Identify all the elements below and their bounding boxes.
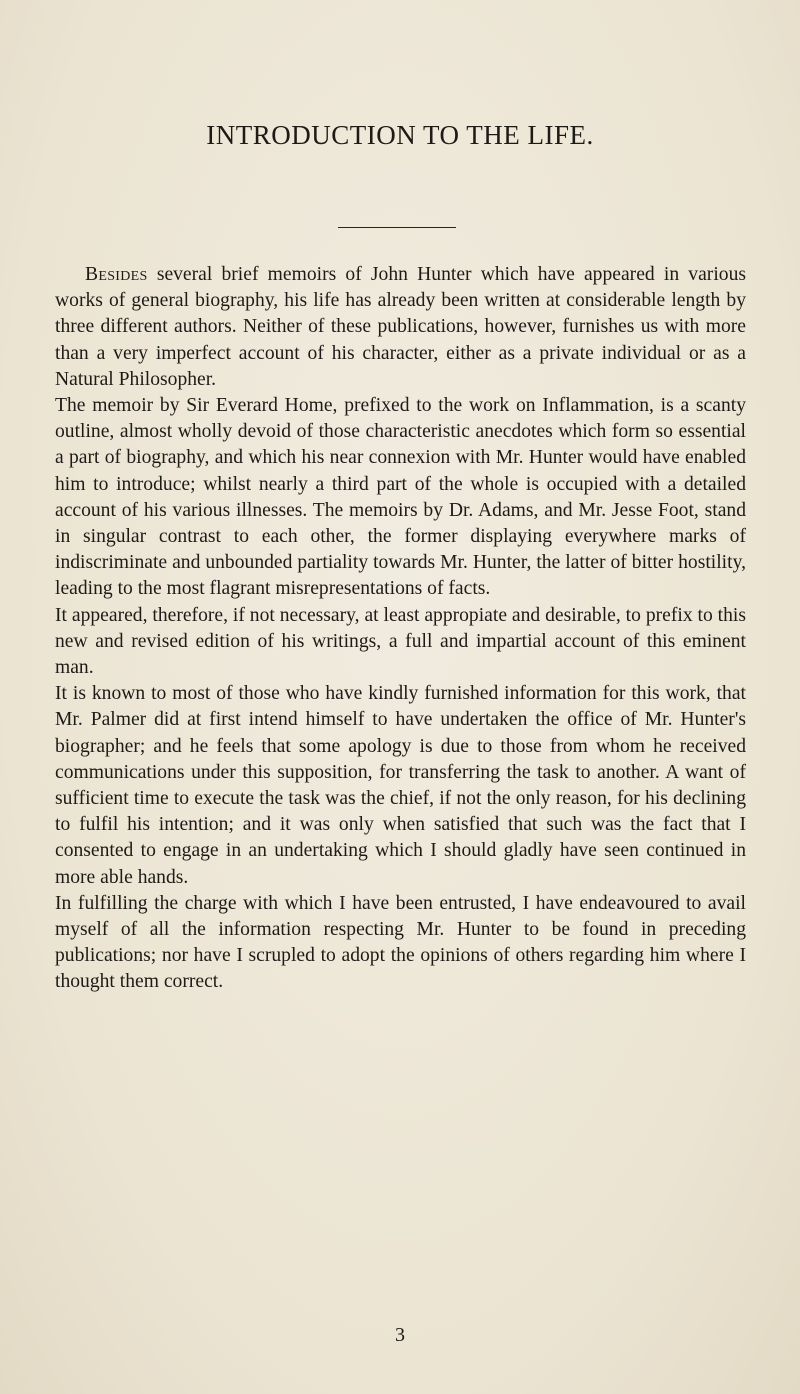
chapter-heading: INTRODUCTION TO THE LIFE. [206,120,594,150]
body-text [55,262,746,996]
paragraph-1 [55,262,746,393]
paragraph-3: It appeared, therefore, if not necessary, at least appropiate and desirable, to prefix to this new and revised edition of his writings, a full and impartial account of this eminent man. [55,604,746,679]
paragraph-1-text: several brief memoirs of John Hunter which have appeared in various works of general biography, his life has already been written at considerable length by three different authors. Neither of these publications, however, furnishes us with more than a very imperfect account of his character, either as a private individual or as a Natural Philosopher. [55,264,746,390]
heading-rule [338,227,456,228]
paragraph-2: The memoir by Sir Everard Home, prefixed to the work on Inflammation, is a scanty outline, almost wholly devoid of those characteristic anecdotes which form so essential a part of biography, and which his near connexion with Mr. Hunter would have enabled him to introduce; whilst nearly a third part of the whole is occupied with a detailed account of his various illnesses. The memoirs by Dr. Adams, and Mr. Jesse Foot, stand in singular contrast to each other, the former displaying everywhere marks of indiscriminate and unbounded partiality towards Mr. Hunter, the latter of bitter hostility, leading to the most flagrant misrepresentations of facts. [55,395,746,600]
page-number: 3 [395,1324,405,1346]
paragraph-5: In fulfilling the charge with which I have been entrusted, I have endeavoured to avail myself of all the information respecting Mr. Hunter to be found in preceding publications; nor have I scrupled to adopt the opinions of others regarding him where I thought them correct. [55,892,746,993]
paragraph-4: It is known to most of those who have kindly furnished information for this work, that Mr. Palmer did at first intend himself to have undertaken the office of Mr. Hunter's biographer; and he feels that some apology is due to those from whom he received communications under this supposition, for transferring the task to another. A want of sufficient time to execute the task was the chief, if not the only reason, for his declining to fulfil his intention; and it was only when satisfied that such was the fact that I consented to engage in an undertaking which I should gladly have seen continued in more able hands. [55,683,746,888]
lead-word: Besides [85,264,148,285]
